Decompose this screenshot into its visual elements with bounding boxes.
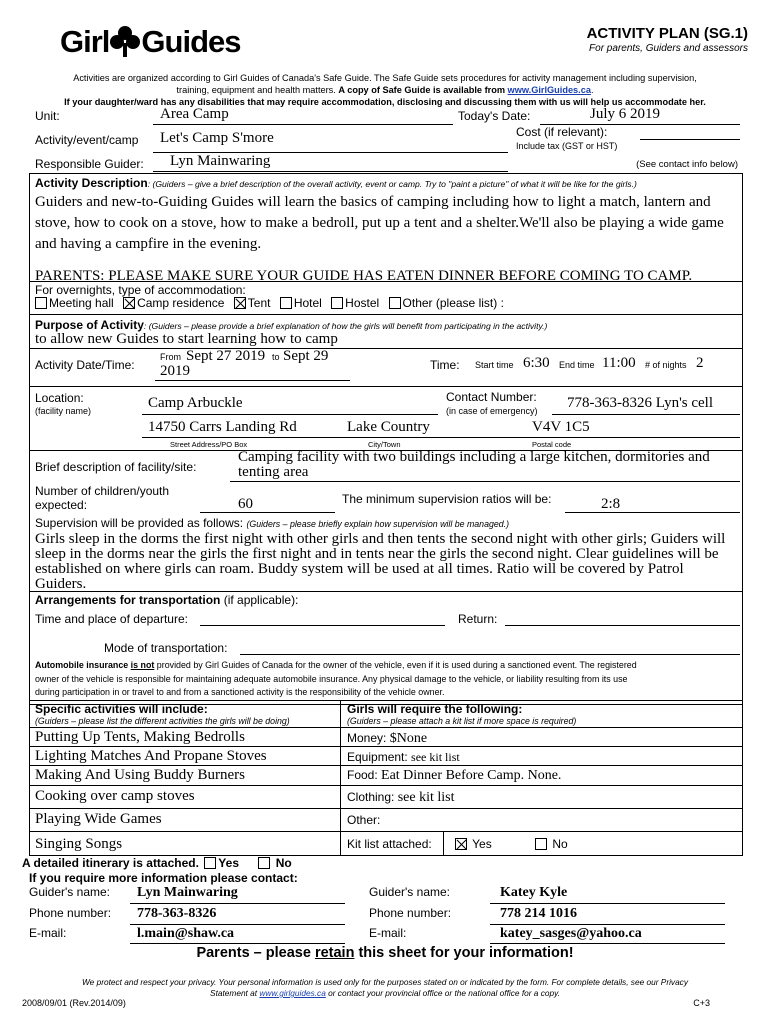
accommodation-option[interactable]: Hostel [331, 296, 379, 310]
g2-name-underline [490, 903, 725, 904]
purpose-header: Purpose of Activity: (Guiders – please provide a brief explanation of how the girls will benefit from participating in the activity.) [35, 318, 548, 332]
description-header: Activity Description: (Guiders – give a brief description of the overall activity, event or camp. Try to "paint a picture" of what it will be like for the girls.) [35, 176, 637, 190]
accommodation-option[interactable]: Hotel [280, 296, 322, 310]
accommodation-option[interactable]: Meeting hall [35, 296, 114, 310]
accommodation-option[interactable]: Camp residence [123, 296, 224, 310]
intro-line-2: training, equipment and health matters. A copy of Safe Guide is available from www.GirlGuides.ca. [176, 85, 594, 95]
g1-phone-value[interactable]: 778-363-8326 [137, 906, 217, 921]
g2-name-label: Guider's name: [369, 885, 450, 899]
g2-phone-label: Phone number: [369, 906, 452, 920]
activity-item-1[interactable]: Putting Up Tents, Making Bedrolls [35, 729, 245, 745]
divider [29, 386, 743, 387]
facility-underline [230, 481, 740, 482]
activity-item-6[interactable]: Singing Songs [35, 836, 123, 852]
location-label: Location: [35, 391, 84, 405]
insurance-notice: Automobile insurance is not provided by Girl Guides of Canada for the owner of the vehicle, even if it is used during a sanctioned event. The registered owner of the vehicle is responsible for maintaining adequate automobile insurance. Any physical damage to the vehicle, or liability resulting from its use during participation in or travel to and from a sanctioned activity is the responsibility of the vehicle owner. [35, 660, 637, 697]
street-label: Street Address/PO Box [170, 440, 248, 449]
row-line [29, 765, 743, 766]
revision-date: 2008/09/01 (Rev.2014/09) [22, 998, 126, 1008]
activity-item-2[interactable]: Lighting Matches And Propane Stoves [35, 748, 267, 764]
clothing-row[interactable]: Clothing: see kit list [347, 790, 455, 805]
nights-value[interactable]: 2 [696, 355, 704, 371]
kit-divider [443, 831, 444, 856]
purpose-value[interactable]: to allow new Guides to start learning how to camp [35, 331, 338, 347]
form-title: ACTIVITY PLAN (SG.1) [586, 25, 748, 42]
accommodation-option[interactable]: Other (please list) : [389, 296, 504, 310]
divider [29, 591, 743, 592]
intro-line-1: Activities are organized according to Girl Guides of Canada's Safe Guide. The Safe Guide sets procedures for activity management including supervision, [73, 73, 697, 83]
g1-email-value[interactable]: l.main@shaw.ca [137, 926, 235, 941]
checkbox-kit-yes[interactable] [455, 838, 467, 850]
contact-number-value[interactable]: 778-363-8326 Lyn's cell [567, 395, 714, 411]
requirements-label: Girls will require the following: [347, 702, 523, 716]
cost-sub: Include tax (GST or HST) [516, 141, 618, 151]
activity-label: Activity/event/camp [35, 133, 139, 147]
g1-name-underline [130, 903, 345, 904]
facility-value[interactable]: Camping facility with two buildings including a large kitchen, dormitories and tenting area [238, 449, 710, 480]
supervision-header: Supervision will be provided as follows: (Guiders – please briefly explain how supervision will be managed.) [35, 516, 510, 530]
money-value: $None [389, 731, 428, 746]
checkbox-kit-no[interactable] [535, 838, 547, 850]
food-row[interactable]: Food: Eat Dinner Before Camp. None. [347, 768, 562, 783]
transport-label: Arrangements for transportation (if applicable): [35, 593, 299, 607]
location-underline [142, 414, 438, 415]
children-underline [200, 512, 335, 513]
todays-date-label: Today's Date: [458, 109, 531, 123]
money-row[interactable]: Money: $None [347, 731, 428, 746]
divider [29, 348, 743, 349]
mode-label: Mode of transportation: [104, 641, 228, 655]
time-label: Time: [430, 358, 460, 372]
itinerary-row: A detailed itinerary is attached. Yes No [22, 856, 292, 870]
checkbox-itinerary-yes[interactable] [204, 857, 216, 869]
logo [60, 22, 241, 62]
ratio-value[interactable]: 2:8 [601, 496, 621, 512]
divider [29, 314, 743, 315]
divider [29, 281, 743, 282]
city-label: City/Town [368, 440, 401, 449]
start-time-value[interactable]: 6:30 [523, 355, 550, 371]
g1-email-label: E-mail: [29, 926, 67, 940]
unit-label: Unit: [35, 109, 60, 123]
end-time-value[interactable]: 11:00 [602, 355, 636, 371]
unit-underline [153, 124, 453, 125]
location-sub: (facility name) [35, 406, 92, 416]
cost-underline [640, 139, 740, 140]
address-underline [142, 437, 740, 438]
form-code: C+3 [693, 998, 710, 1008]
start-time-label: Start time [475, 360, 514, 370]
checkbox-hotel[interactable] [280, 297, 292, 309]
trefoil-icon [110, 25, 140, 59]
location-value[interactable]: Camp Arbuckle [148, 395, 243, 411]
g2-email-value[interactable]: katey_sasges@yahoo.ca [500, 926, 642, 941]
g2-name-value[interactable]: Katey Kyle [500, 885, 568, 900]
g2-email-underline [490, 943, 725, 944]
requirements-hint: (Guiders – please attach a kit list if more space is required) [347, 716, 577, 726]
g1-name-label: Guider's name: [29, 885, 110, 899]
row-line [29, 831, 743, 832]
children-label: Number of children/youth expected: [35, 484, 170, 512]
city-value[interactable]: Lake Country [347, 419, 430, 435]
accommodation-label: For overnights, type of accommodation: [35, 283, 246, 297]
row-line [29, 785, 743, 786]
retain-notice: Parents – please retain this sheet for your information! [196, 945, 574, 961]
responsible-label: Responsible Guider: [35, 157, 144, 171]
unit-value[interactable]: Area Camp [160, 106, 229, 122]
responsible-value[interactable]: Lyn Mainwaring [170, 153, 271, 169]
children-value[interactable]: 60 [238, 496, 253, 512]
activity-value[interactable]: Let's Camp S'more [160, 130, 274, 146]
safe-guide-link[interactable]: www.GirlGuides.ca [507, 85, 591, 95]
return-label: Return: [458, 612, 498, 626]
privacy-statement: We protect and respect your privacy. Your personal information is used only for the purposes stated on or indicated by the form. For complete details, see our Privacy Statement at www.girlguides.ca or contact your provincial office or the national office for a copy. [82, 977, 688, 998]
kit-yes-option[interactable]: Yes [455, 837, 492, 851]
clothing-value: see kit list [397, 790, 455, 805]
from-label: From [160, 352, 181, 362]
more-info-label: If you require more information please contact: [29, 871, 298, 885]
activities-label: Specific activities will include: [35, 702, 208, 716]
g2-phone-underline [490, 924, 725, 925]
g1-phone-underline [130, 924, 345, 925]
accommodation-option[interactable]: Tent [234, 296, 271, 310]
g2-phone-value[interactable]: 778 214 1016 [500, 906, 577, 921]
contact-number-sub: (in case of emergency) [446, 406, 538, 416]
g1-email-underline [130, 943, 345, 944]
cost-label: Cost (if relevant): [516, 125, 608, 139]
kit-label: Kit list attached: [347, 837, 432, 851]
g2-email-label: E-mail: [369, 926, 407, 940]
other-label: Other: [347, 813, 381, 827]
ratio-label: The minimum supervision ratios will be: [342, 492, 552, 506]
checkbox-itinerary-no[interactable] [258, 857, 270, 869]
checkbox-tent[interactable] [234, 297, 246, 309]
activity-item-5[interactable]: Playing Wide Games [35, 811, 162, 827]
checkbox-camp-residence[interactable] [123, 297, 135, 309]
datetime-label: Activity Date/Time: [35, 358, 135, 372]
postal-label: Postal code [532, 440, 572, 449]
activities-hint: (Guiders – please list the different activities the girls will be doing) [35, 716, 290, 726]
kit-no-option[interactable]: No [535, 837, 568, 851]
intro-text [10, 72, 760, 108]
todays-date-value[interactable]: July 6 2019 [590, 106, 661, 122]
responsible-underline [153, 171, 508, 172]
equipment-value: see kit list [411, 750, 460, 764]
to-label: to [272, 352, 280, 362]
mode-underline [240, 654, 740, 655]
street-value[interactable]: 14750 Carrs Landing Rd [148, 419, 297, 435]
row-line [29, 727, 743, 728]
end-time-label: End time [559, 360, 595, 370]
intro-line-3: If your daughter/ward has any disabilities that may require accommodation, disclosing and discussing them with us will help us accommodate her. [64, 97, 706, 107]
logo-text-guides: Guides [141, 24, 241, 59]
privacy-link[interactable]: www.girlguides.ca [259, 988, 326, 998]
from-value[interactable]: Sept 27 2019 [186, 348, 266, 364]
return-underline [505, 625, 740, 626]
g1-name-value[interactable]: Lyn Mainwaring [137, 885, 238, 900]
table-divider [340, 700, 341, 856]
food-value: Eat Dinner Before Camp. None. [381, 768, 562, 783]
checkbox-hostel[interactable] [331, 297, 343, 309]
contact-underline [552, 414, 740, 415]
description-text[interactable]: Guiders and new-to-Guiding Guides will learn the basics of camping including how to light a match, lantern and stove, how to cook on a stove, how to make a bedroll, put up a tent and a shelter.We'll also be playing a wide game and having a campfire in the evening. PARENTS: PLEASE MAKE SURE YOUR GUIDE HAS EATEN DINNER BEFORE COMING TO CAMP. [35, 194, 724, 284]
g1-phone-label: Phone number: [29, 906, 112, 920]
logo-text-girl: Girl [60, 24, 110, 59]
year-value[interactable]: 2019 [160, 363, 190, 379]
row-line [29, 808, 743, 809]
departure-underline [200, 625, 445, 626]
activity-item-4[interactable]: Cooking over camp stoves [35, 788, 195, 804]
checkbox-meeting-hall[interactable] [35, 297, 47, 309]
facility-label: Brief description of facility/site: [35, 460, 197, 474]
checkbox-other[interactable] [389, 297, 401, 309]
to-value[interactable]: Sept 29 [283, 348, 329, 364]
contact-note: (See contact info below) [636, 159, 738, 170]
supervision-text[interactable]: Girls sleep in the dorms the first night with other girls and then tents the second night with other girls; Guiders will sleep in the dorms near the girls the first night and in tents near the girls the second night. Clear guidelines will be established on where girls can roam. Buddy system will be used at all times. Ratio will be covered by Patrol Guiders. [35, 531, 726, 592]
postal-value[interactable]: V4V 1C5 [532, 419, 590, 435]
nights-label: # of nights [645, 360, 687, 370]
date-underline [155, 380, 350, 381]
form-subtitle: For parents, Guiders and assessors [589, 43, 748, 54]
equipment-row[interactable]: Equipment: see kit list [347, 750, 460, 764]
ratio-underline [565, 512, 740, 513]
contact-number-label: Contact Number: [446, 390, 537, 404]
accommodation-options [35, 296, 504, 310]
departure-label: Time and place of departure: [35, 612, 188, 626]
activity-item-3[interactable]: Making And Using Buddy Burners [35, 767, 245, 783]
